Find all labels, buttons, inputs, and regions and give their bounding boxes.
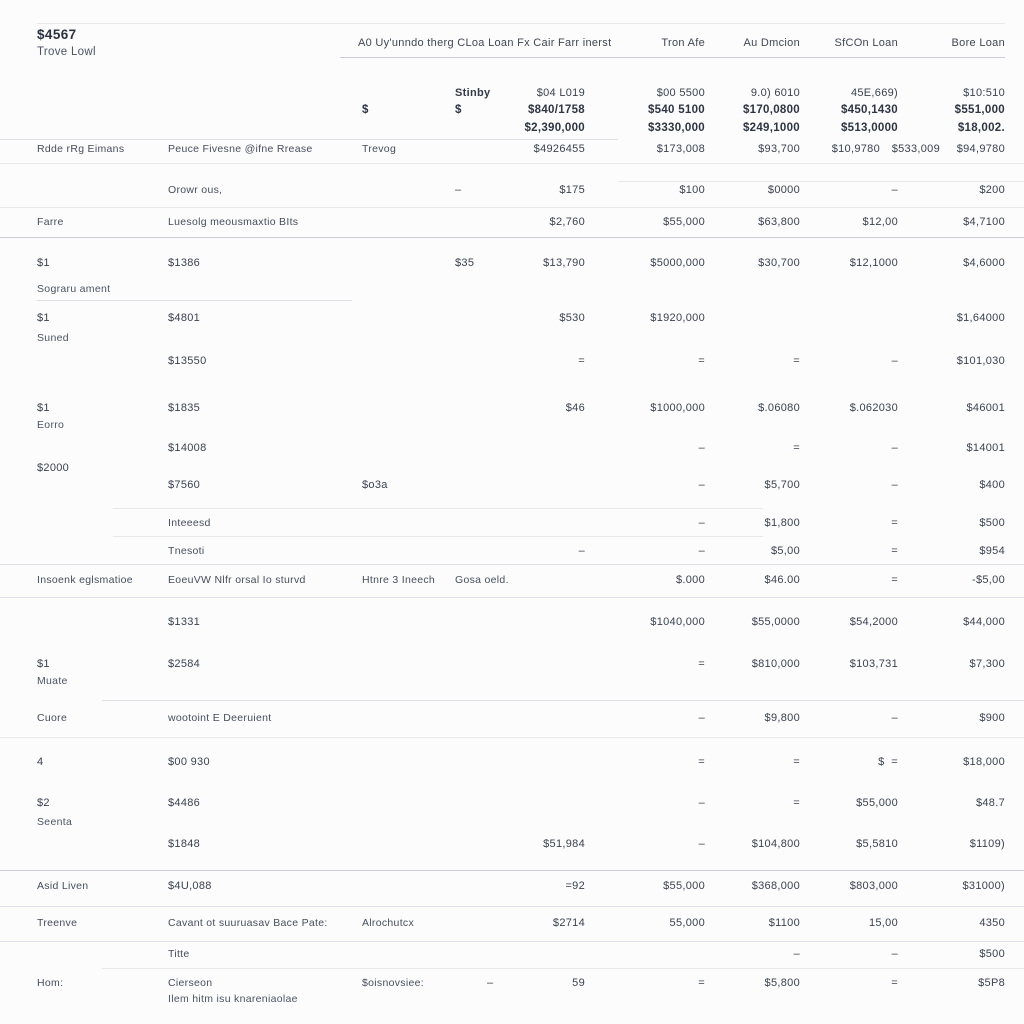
table-cell: $103,731 xyxy=(849,658,898,670)
row-label: Cavant ot suuruasav Bace Pate: xyxy=(168,917,328,929)
table-cell: $18,000 xyxy=(963,756,1005,768)
table-cell: $.06080 xyxy=(758,402,800,414)
table-cell: $ xyxy=(362,104,369,116)
table-cell: $400 xyxy=(979,479,1005,491)
table-cell: $00 930 xyxy=(168,756,210,768)
table-row xyxy=(0,354,1024,370)
table-cell: 59 xyxy=(572,977,585,989)
table-cell: = xyxy=(793,797,800,809)
table-cell: 55,000 xyxy=(669,917,705,929)
row-label: Titte xyxy=(168,948,190,960)
row-separator xyxy=(618,181,1024,182)
table-cell: 9.0) 6010 xyxy=(750,87,800,99)
table-cell: $1920,000 xyxy=(650,312,705,324)
table-cell: $0000 xyxy=(767,184,800,196)
table-row xyxy=(0,516,1024,532)
table-cell: $4486 xyxy=(168,797,201,809)
row-label: Gosa oeld. xyxy=(455,574,509,586)
column-header-group: A0 Uy'unndo therg CLoa Loan Fx Cair Farr inerst xyxy=(358,37,612,49)
table-cell: = xyxy=(698,977,705,989)
column-header: Bore Loan xyxy=(951,37,1005,49)
row-separator xyxy=(0,941,1024,942)
table-row xyxy=(0,947,1024,963)
table-cell: $54,2000 xyxy=(849,616,898,628)
table-cell: -$5,00 xyxy=(972,574,1005,586)
table-row xyxy=(0,615,1024,631)
row-label: Insoenk eglsmatioe xyxy=(37,574,133,586)
row-separator xyxy=(0,870,1024,871)
table-cell: $810,000 xyxy=(751,658,800,670)
column-header: SfCOn Loan xyxy=(834,37,898,49)
table-row xyxy=(0,674,1024,690)
table-cell: – xyxy=(698,838,705,850)
row-label: $2 xyxy=(37,797,50,809)
table-cell: $954 xyxy=(979,545,1005,557)
table-cell: $1,64000 xyxy=(956,312,1005,324)
row-sublabel: Eorro xyxy=(37,419,65,431)
table-cell: $450,1430 xyxy=(840,104,898,116)
table-cell: – xyxy=(891,948,898,960)
table-cell: $1848 xyxy=(168,838,201,850)
table-cell: $93,700 xyxy=(758,143,800,155)
table-row xyxy=(0,573,1024,589)
table-cell: $4926455 xyxy=(533,143,585,155)
table-cell: $500 xyxy=(979,517,1005,529)
column-header: Au Dmcion xyxy=(743,37,800,49)
table-cell: = xyxy=(891,977,898,989)
table-cell: $31000) xyxy=(962,880,1005,892)
table-cell: = xyxy=(698,756,705,768)
table-row xyxy=(0,36,1024,52)
table-cell: $13,790 xyxy=(543,257,585,269)
table-cell: $551,000 xyxy=(954,104,1005,116)
row-label: Farre xyxy=(37,216,64,228)
row-label: Trevog xyxy=(362,143,397,155)
table-cell: $13550 xyxy=(168,355,207,367)
table-cell: $5,700 xyxy=(764,479,800,491)
table-cell: $540 5100 xyxy=(647,104,705,116)
table-cell: $513,0000 xyxy=(840,122,898,134)
table-cell: $840/1758 xyxy=(527,104,585,116)
row-label: EoeuVW Nlfr orsal Io sturvd xyxy=(168,574,306,586)
table-cell: – xyxy=(578,545,585,557)
table-cell: = xyxy=(891,545,898,557)
table-row xyxy=(0,331,1024,347)
table-cell: $1331 xyxy=(168,616,201,628)
row-sublabel: Muate xyxy=(37,675,68,687)
table-cell: $5,800 xyxy=(764,977,800,989)
table-cell: $3330,000 xyxy=(647,122,705,134)
table-cell: $5P8 xyxy=(978,977,1005,989)
table-cell: $00 5500 xyxy=(656,87,705,99)
table-row xyxy=(0,879,1024,895)
table-row xyxy=(0,215,1024,231)
table-cell: $35 xyxy=(455,257,475,269)
row-label: 4 xyxy=(37,756,44,768)
table-cell: $368,000 xyxy=(751,880,800,892)
table-cell: $5000,000 xyxy=(650,257,705,269)
row-label: Peuce Fivesne @ifne Rrease xyxy=(168,143,313,155)
table-cell: $5,5810 xyxy=(856,838,898,850)
row-label: Htnre 3 Ineech xyxy=(362,574,436,586)
table-cell: – xyxy=(698,517,705,529)
row-label: Inteeesd xyxy=(168,517,211,529)
table-cell: $o3a xyxy=(362,479,388,491)
table-row xyxy=(0,657,1024,673)
row-separator xyxy=(37,300,352,301)
table-cell: $44,000 xyxy=(963,616,1005,628)
table-cell: $14008 xyxy=(168,442,207,454)
table-cell: $48.7 xyxy=(975,797,1005,809)
table-cell: $200 xyxy=(979,184,1005,196)
row-separator xyxy=(0,737,1024,738)
table-cell: $4U,088 xyxy=(168,880,212,892)
table-cell: = xyxy=(578,355,585,367)
row-label: Alrochutcx xyxy=(362,917,415,929)
table-cell: 15,00 xyxy=(868,917,898,929)
row-label: Orowr ous, xyxy=(168,184,223,196)
table-cell: – xyxy=(698,712,705,724)
table-cell: =92 xyxy=(565,880,585,892)
table-cell: $30,700 xyxy=(758,257,800,269)
table-cell: $12,00 xyxy=(862,216,898,228)
table-cell: $1109) xyxy=(969,838,1005,850)
table-cell: – xyxy=(891,479,898,491)
table-cell: $.062030 xyxy=(849,402,898,414)
table-row xyxy=(0,711,1024,727)
table-row xyxy=(0,86,1024,102)
table-cell: – xyxy=(891,184,898,196)
row-separator xyxy=(0,597,1024,598)
table-row xyxy=(0,401,1024,417)
table-cell: $7560 xyxy=(168,479,201,491)
table-cell: = xyxy=(698,658,705,670)
table-cell: – xyxy=(891,712,898,724)
row-separator xyxy=(0,564,1024,565)
row-label: Treenve xyxy=(37,917,78,929)
table-cell: $ xyxy=(455,104,462,116)
table-cell: $1835 xyxy=(168,402,201,414)
row-label: $1 xyxy=(37,257,50,269)
table-row xyxy=(0,976,1024,992)
table-cell: – xyxy=(698,442,705,454)
table-cell: $94,9780 xyxy=(956,143,1005,155)
table-cell: $04 L019 xyxy=(536,87,585,99)
table-cell: $4,7100 xyxy=(963,216,1005,228)
table-cell: $5,00 xyxy=(770,545,800,557)
table-cell: $10:510 xyxy=(963,87,1005,99)
row-label: Cuore xyxy=(37,712,68,724)
table-cell: $500 xyxy=(979,948,1005,960)
row-label: Luesolg meousmaxtio BIts xyxy=(168,216,299,228)
table-cell: = xyxy=(891,517,898,529)
table-row xyxy=(0,755,1024,771)
table-row xyxy=(0,441,1024,457)
row-separator xyxy=(0,237,1024,238)
table-cell: $ = xyxy=(878,756,898,768)
table-cell: $175 xyxy=(559,184,585,196)
row-separator xyxy=(37,23,1005,24)
column-subheader: Stinby xyxy=(455,87,491,99)
table-row xyxy=(0,103,1024,119)
table-cell: = xyxy=(793,442,800,454)
table-cell: 45E,669) xyxy=(850,87,898,99)
row-label: wootoint E Deeruient xyxy=(168,712,272,724)
row-label: Cierseon xyxy=(168,977,213,989)
table-cell: = xyxy=(793,756,800,768)
table-cell: – xyxy=(487,977,494,989)
row-separator xyxy=(0,906,1024,907)
table-row xyxy=(0,461,1024,477)
table-cell: $9,800 xyxy=(764,712,800,724)
table-cell: – xyxy=(891,355,898,367)
row-separator xyxy=(0,207,1024,208)
table-cell: $4,6000 xyxy=(963,257,1005,269)
table-cell: $533,009 xyxy=(891,143,940,155)
table-cell: $7,300 xyxy=(969,658,1005,670)
table-cell: $1100 xyxy=(768,917,800,929)
row-label: $oisnovsiee: xyxy=(362,977,424,989)
table-cell: $101,030 xyxy=(956,355,1005,367)
table-cell: = xyxy=(698,355,705,367)
table-cell: $170,0800 xyxy=(742,104,800,116)
summary-label: Trove Lowl xyxy=(37,46,96,58)
table-row xyxy=(0,916,1024,932)
row-label: $1 xyxy=(37,402,50,414)
table-cell: $173,008 xyxy=(656,143,705,155)
table-cell: – xyxy=(698,797,705,809)
table-cell: $2714 xyxy=(552,917,585,929)
table-row xyxy=(0,282,1024,298)
table-row xyxy=(0,815,1024,831)
row-label: Hom: xyxy=(37,977,64,989)
table-cell: – xyxy=(698,479,705,491)
table-row xyxy=(0,796,1024,812)
summary-amount: $4567 xyxy=(37,27,77,42)
table-cell: $4801 xyxy=(168,312,201,324)
table-cell: $46001 xyxy=(966,402,1005,414)
table-cell: $55,000 xyxy=(663,216,705,228)
table-cell: $51,984 xyxy=(543,838,585,850)
row-label: $2000 xyxy=(37,462,70,474)
row-label: $1 xyxy=(37,658,50,670)
table-cell: $63,800 xyxy=(758,216,800,228)
row-separator xyxy=(113,508,763,509)
table-cell: $18,002. xyxy=(957,122,1005,134)
table-cell: $.000 xyxy=(675,574,705,586)
table-cell: $55,000 xyxy=(856,797,898,809)
table-cell: $1,800 xyxy=(764,517,800,529)
table-row xyxy=(0,142,1024,158)
row-separator xyxy=(0,139,618,140)
table-cell: = xyxy=(793,355,800,367)
table-cell: $803,000 xyxy=(849,880,898,892)
row-sublabel: Suned xyxy=(37,332,69,344)
table-cell: $46.00 xyxy=(764,574,800,586)
table-cell: $900 xyxy=(979,712,1005,724)
table-row xyxy=(0,837,1024,853)
table-cell: $10,9780 xyxy=(831,143,880,155)
table-cell: $530 xyxy=(559,312,585,324)
table-row xyxy=(0,183,1024,199)
row-label: Rdde rRg Eimans xyxy=(37,143,125,155)
table-cell: = xyxy=(891,574,898,586)
table-cell: – xyxy=(793,948,800,960)
row-separator xyxy=(102,700,1024,701)
table-cell: $1000,000 xyxy=(650,402,705,414)
row-separator xyxy=(113,536,763,537)
table-cell: $1040,000 xyxy=(650,616,705,628)
table-cell: – xyxy=(698,545,705,557)
table-cell: $2584 xyxy=(168,658,201,670)
table-row xyxy=(0,544,1024,560)
column-header: Tron Afe xyxy=(661,37,705,49)
table-row xyxy=(0,418,1024,434)
row-sublabel: Sograru ament xyxy=(37,283,111,295)
table-row xyxy=(0,121,1024,137)
row-sublabel: Ilem hitm isu knareniaolae xyxy=(168,993,298,1005)
table-cell: $104,800 xyxy=(751,838,800,850)
table-cell: $14001 xyxy=(966,442,1005,454)
table-cell: $1386 xyxy=(168,257,201,269)
table-cell: $46 xyxy=(565,402,585,414)
table-row xyxy=(0,992,1024,1008)
table-cell: – xyxy=(891,442,898,454)
row-label: Asid Liven xyxy=(37,880,89,892)
row-separator xyxy=(102,968,1024,969)
table-cell: – xyxy=(455,184,462,196)
row-sublabel: Seenta xyxy=(37,816,73,828)
table-cell: 4350 xyxy=(979,917,1005,929)
table-row xyxy=(0,311,1024,327)
table-cell: $55,0000 xyxy=(751,616,800,628)
table-row xyxy=(0,478,1024,494)
row-separator xyxy=(0,163,1024,164)
table-cell: $2,390,000 xyxy=(524,122,585,134)
table-row xyxy=(0,256,1024,272)
table-cell: $100 xyxy=(679,184,705,196)
table-cell: $55,000 xyxy=(663,880,705,892)
table-cell: $2,760 xyxy=(549,216,585,228)
table-cell: $12,1000 xyxy=(849,257,898,269)
row-label: $1 xyxy=(37,312,50,324)
row-label: Tnesoti xyxy=(168,545,205,557)
table-cell: $249,1000 xyxy=(742,122,800,134)
